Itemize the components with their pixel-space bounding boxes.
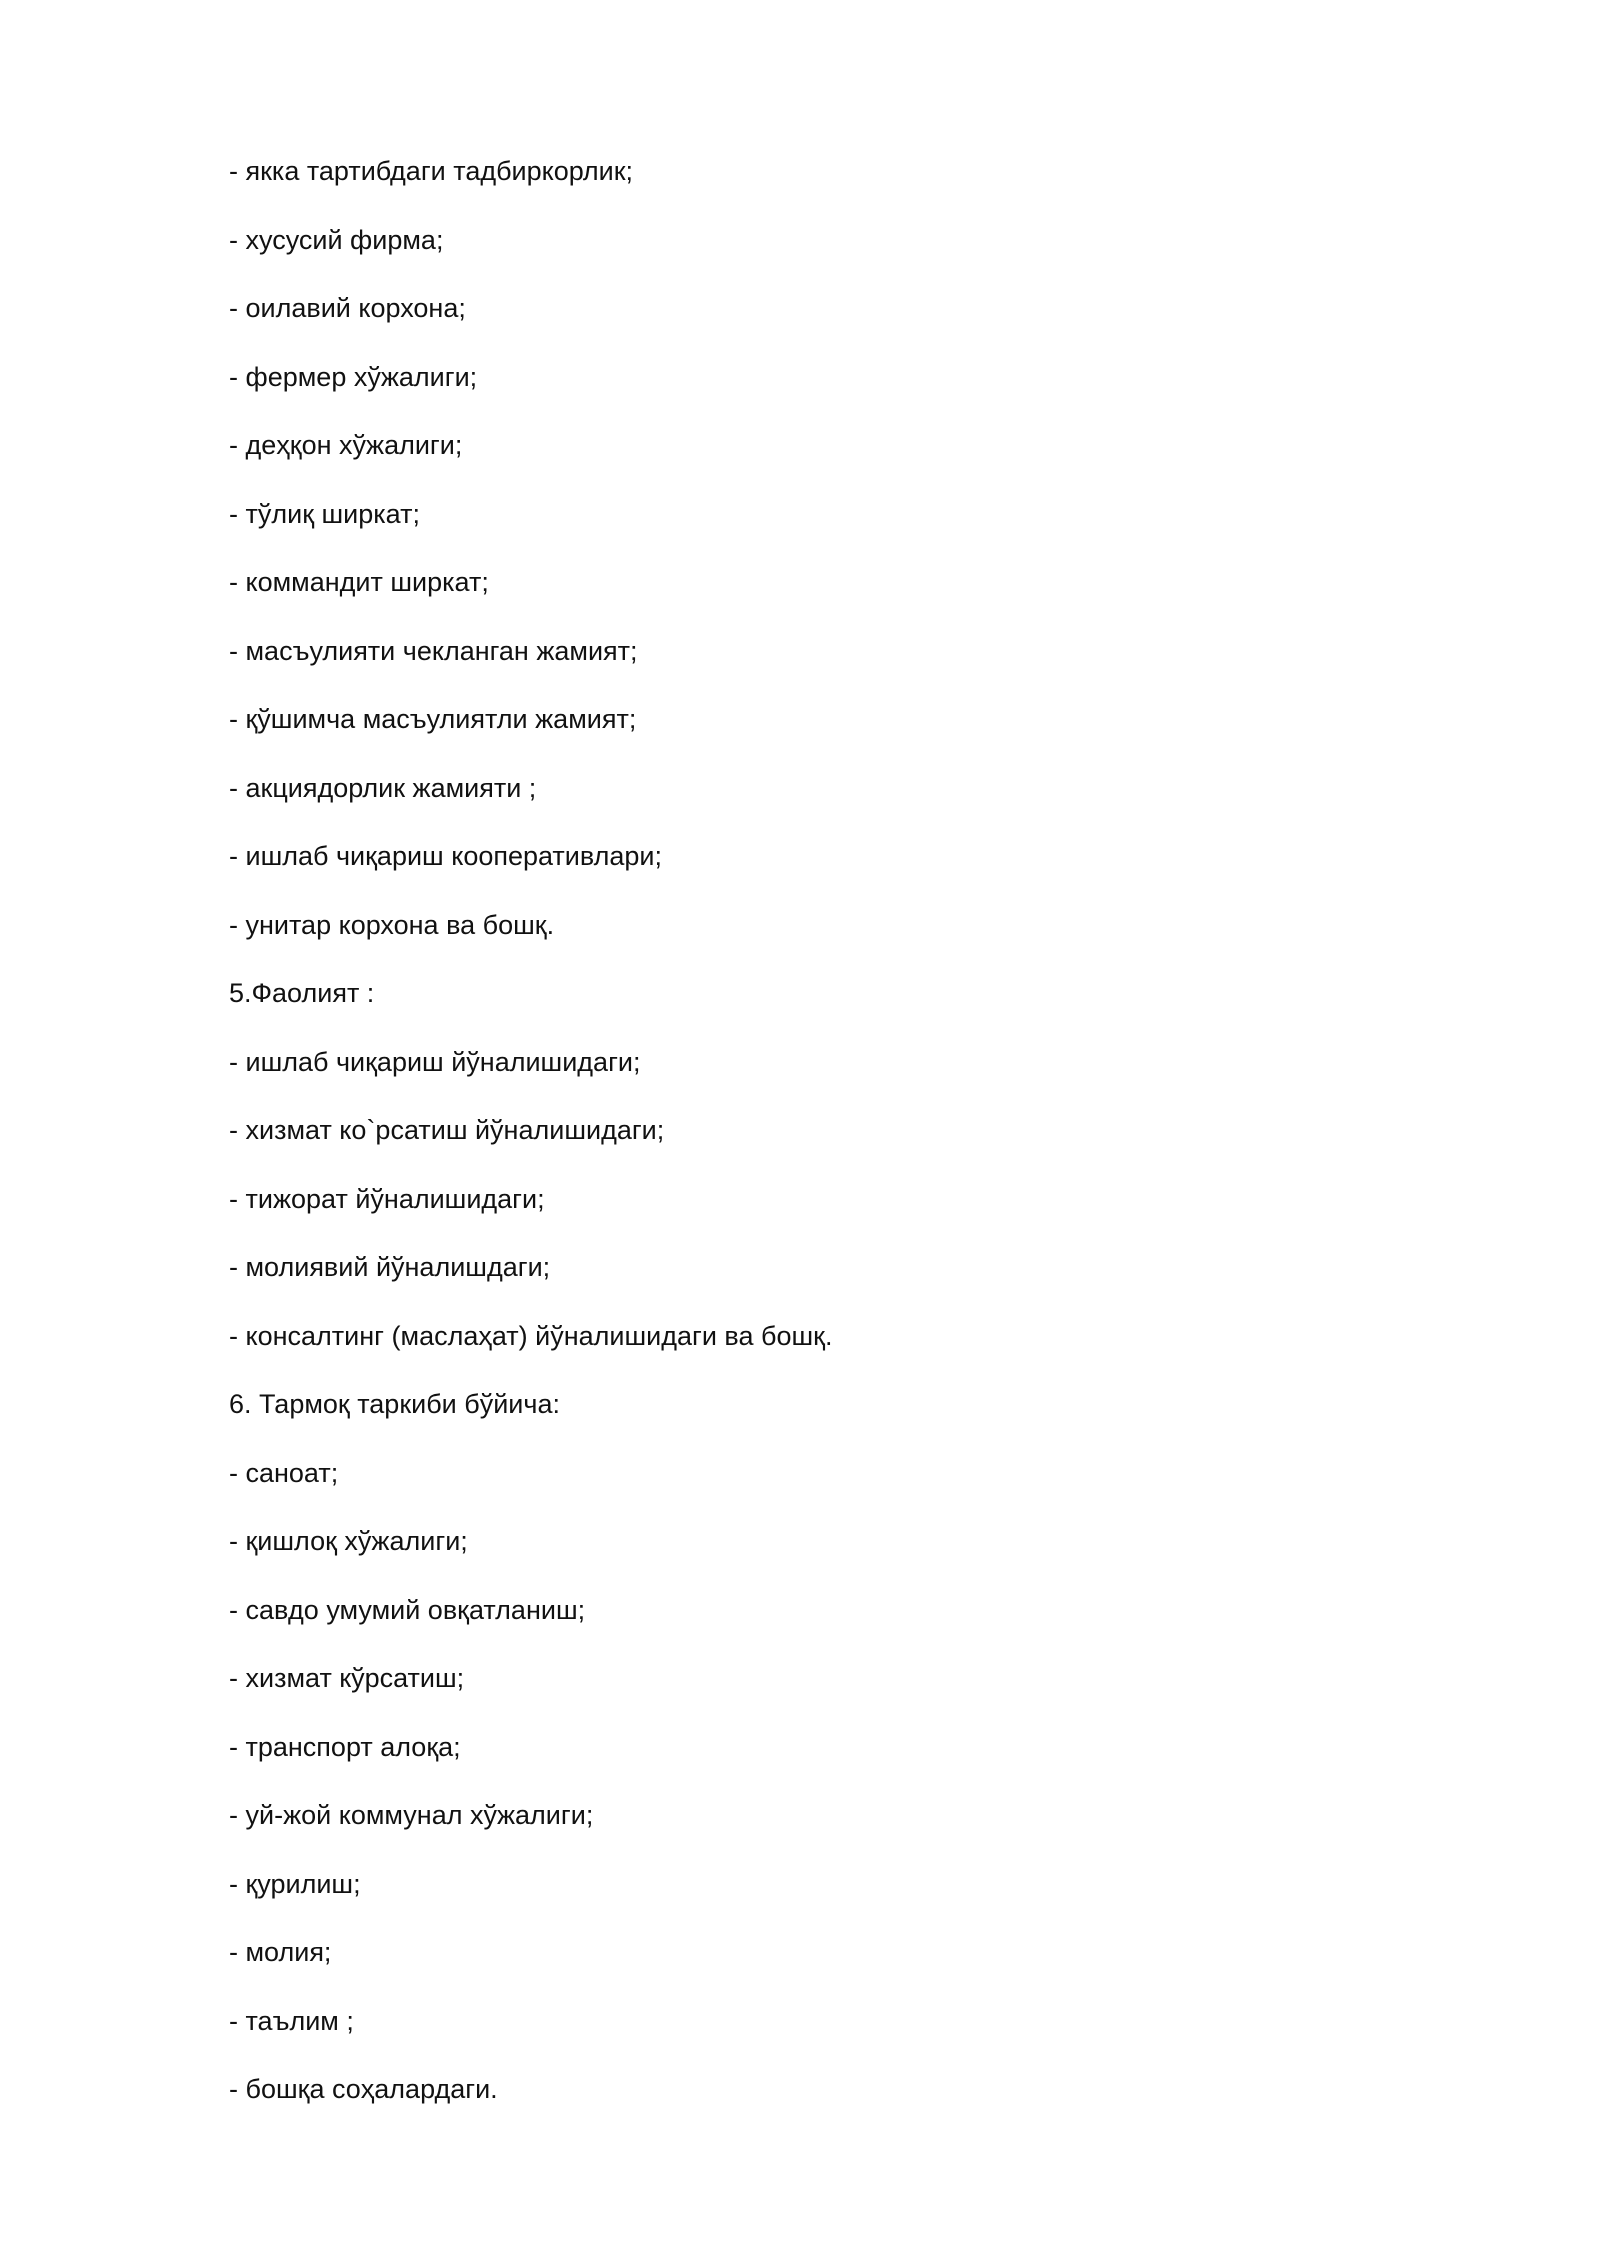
list-item: - савдо умумий овқатланиш;: [229, 1594, 586, 1625]
list-item: - ишлаб чиқариш кооперативлари;: [229, 841, 662, 871]
section-heading: 5.Фаолият :: [229, 978, 375, 1008]
list-item: - деҳқон хўжалиги;: [229, 430, 463, 460]
list-item: - масъулияти чекланган жамият;: [229, 635, 638, 666]
list-item: - тижорат йўналишидаги;: [229, 1183, 545, 1214]
list-item: - саноат;: [229, 1457, 339, 1488]
list-item: - қишлоқ хўжалиги;: [229, 1526, 468, 1556]
list-item: - хусусий фирма;: [229, 224, 444, 255]
list-item: - молия;: [229, 1937, 332, 1967]
list-item: - транспорт алоқа;: [229, 1731, 461, 1762]
list-item: - таълим ;: [229, 2005, 354, 2036]
list-item: - қурилиш;: [229, 1868, 361, 1899]
list-item: - қўшимча масъулиятли жамият;: [229, 704, 637, 734]
list-item: - ишлаб чиқариш йўналишидаги;: [229, 1046, 641, 1077]
list-item: - хизмат кўрсатиш;: [229, 1663, 465, 1693]
list-item: - акциядорлик жамияти ;: [229, 772, 537, 803]
list-item: - молиявий йўналишдаги;: [229, 1252, 551, 1282]
list-item: - бошқа соҳалардаги.: [229, 2074, 498, 2104]
list-item: - якка тартибдаги тадбиркорлик;: [229, 156, 634, 186]
list-item: - консалтинг (маслаҳат) йўналишидаги ва бошқ.: [229, 1320, 833, 1351]
list-item: - фермер хўжалиги;: [229, 361, 478, 392]
list-item: - уй-жой коммунал хўжалиги;: [229, 1800, 594, 1830]
list-item: - тўлиқ ширкат;: [229, 498, 420, 529]
list-item: - оилавий корхона;: [229, 293, 466, 323]
list-item: - хизмат ко`рсатиш йўналишидаги;: [229, 1115, 665, 1145]
section-heading: 6. Тармоқ таркиби бўйича:: [229, 1389, 560, 1419]
document-body: [229, 148, 1429, 2135]
list-item: - унитар корхона ва бошқ.: [229, 909, 555, 940]
list-item: - коммандит ширкат;: [229, 567, 489, 597]
